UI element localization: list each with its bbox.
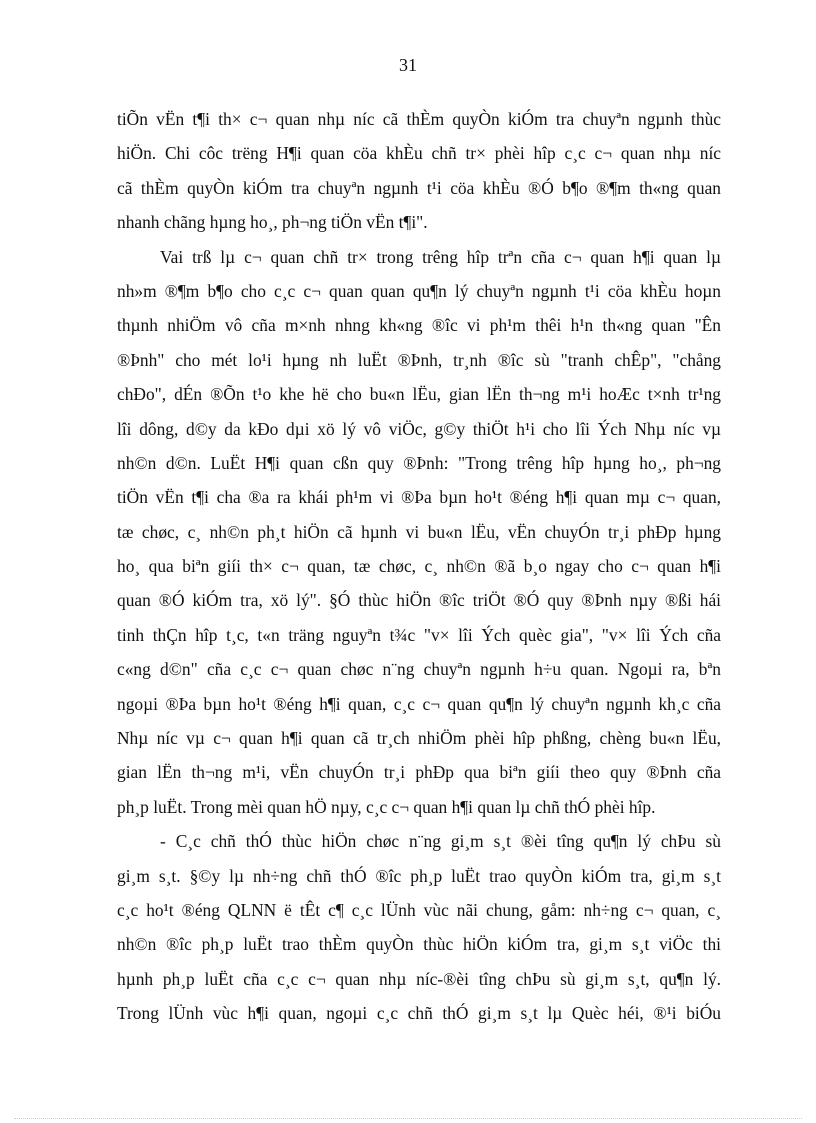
text-line: Trong lÜnh vùc h¶i quan, ngoµi c¸c chñ thÓ gi¸m s¸t lµ Quèc héi, ®¹i biÓu	[117, 1003, 721, 1024]
text-line: lîi dông, d©y da kÐo dµi xö lý vô viÖc, g©y thiÖt h¹i cho lîi Ých Nhµ níc vµ	[117, 418, 721, 439]
text-line: - C¸c chñ thÓ thùc hiÖn chøc n¨ng gi¸m s¸t ®èi tîng qu¶n lý chÞu sù	[160, 831, 721, 852]
text-line: nhanh chãng hµng ho¸, ph¬ng tiÖn vËn t¶i".	[117, 212, 428, 233]
page-number: 31	[399, 55, 417, 75]
text-line: hµnh ph¸p luËt cña c¸c c¬ quan nhµ níc-®èi tîng chÞu sù gi¸m s¸t, qu¶n lý.	[117, 968, 721, 989]
text-line: quan ®Ó kiÓm tra, xö lý". §Ó thùc hiÖn ®îc triÖt ®Ó quy ®Þnh nµy ®ßi hái	[117, 590, 721, 611]
text-line: chÐo", dÉn ®Õn t¹o khe hë cho bu«n lËu, gian lËn th¬ng m¹i hoÆc t×nh tr¹ng	[117, 384, 721, 405]
text-line: tinh thÇn hîp t¸c, t«n träng nguyªn t¾c "v× lîi Ých quèc gia", "v× lîi Ých cña	[117, 624, 721, 645]
page-bottom-rule	[14, 1118, 802, 1119]
text-line: nh©n d©n. LuËt H¶i quan cßn quy ®Þnh: "Trong trêng hîp hµng ho¸, ph¬ng	[117, 452, 721, 473]
text-line: c«ng d©n" cña c¸c c¬ quan chøc n¨ng chuyªn ngµnh h÷u quan. Ngoµi ra, bªn	[117, 659, 721, 680]
text-line: ®Þnh" cho mét lo¹i hµng nh luËt ®Þnh, tr¸nh ®îc sù "tranh chÊp", "chång	[117, 349, 721, 370]
text-line: Nhµ níc vµ c¬ quan h¶i quan cã tr¸ch nhiÖm phèi hîp phßng, chèng bu«n lËu,	[117, 728, 721, 749]
text-line: gi¸m s¸t. §©y lµ nh÷ng chñ thÓ ®îc ph¸p luËt trao quyÒn kiÓm tra, gi¸m s¸t	[117, 865, 721, 886]
text-line: Vai trß lµ c¬ quan chñ tr× trong trêng hîp trªn cña c¬ quan h¶i quan lµ	[160, 246, 721, 267]
text-line: cã thÈm quyÒn kiÓm tra chuyªn ngµnh t¹i cöa khÈu ®Ó b¶o ®¶m th«ng quan	[117, 177, 721, 198]
text-line: ho¸ qua biªn giíi th× c¬ quan, tæ chøc, c¸ nh©n ®ã b¸o ngay cho c¬ quan h¶i	[117, 556, 721, 577]
text-line: tiÕn vËn t¶i th× c¬ quan nhµ níc cã thÈm quyÒn kiÓm tra chuyªn ngµnh thùc	[117, 109, 721, 129]
body-text	[117, 102, 721, 1031]
text-line: c¸c ho¹t ®éng QLNN ë tÊt c¶ c¸c lÜnh vùc nãi chung, gåm: nh÷ng c¬ quan, c¸	[117, 899, 721, 920]
text-line: ph¸p luËt. Trong mèi quan hÖ nµy, c¸c c¬ quan h¶i quan lµ chñ thÓ phèi hîp.	[117, 796, 656, 817]
text-line: hiÖn. Chi côc trëng H¶i quan cöa khÈu chñ tr× phèi hîp c¸c c¬ quan nhµ níc	[117, 143, 721, 164]
text-line: gian lËn th¬ng m¹i, vËn chuyÓn tr¸i phÐp qua biªn giíi theo quy ®Þnh cña	[117, 762, 721, 783]
text-line: tiÖn vËn t¶i cha ®a ra khái ph¹m vi ®Þa bµn ho¹t ®éng h¶i quan mµ c¬ quan,	[117, 487, 721, 508]
text-line: thµnh nhiÖm vô cña m×nh nhng kh«ng ®îc vi ph¹m thêi h¹n th«ng quan "Ên	[117, 315, 721, 336]
text-line: nh»m ®¶m b¶o cho c¸c c¬ quan quan qu¶n lý chuyªn ngµnh t¹i cöa khÈu hoµn	[117, 280, 721, 301]
text-line: ngoµi ®Þa bµn ho¹t ®éng h¶i quan, c¸c c¬ quan qu¶n lý chuyªn ngµnh kh¸c cña	[117, 693, 721, 714]
text-line: tæ chøc, c¸ nh©n ph¸t hiÖn cã hµnh vi bu«n lËu, vËn chuyÓn tr¸i phÐp hµng	[117, 521, 721, 542]
text-line: nh©n ®îc ph¸p luËt trao thÈm quyÒn thùc hiÖn kiÓm tra, gi¸m s¸t viÖc thi	[117, 934, 721, 955]
